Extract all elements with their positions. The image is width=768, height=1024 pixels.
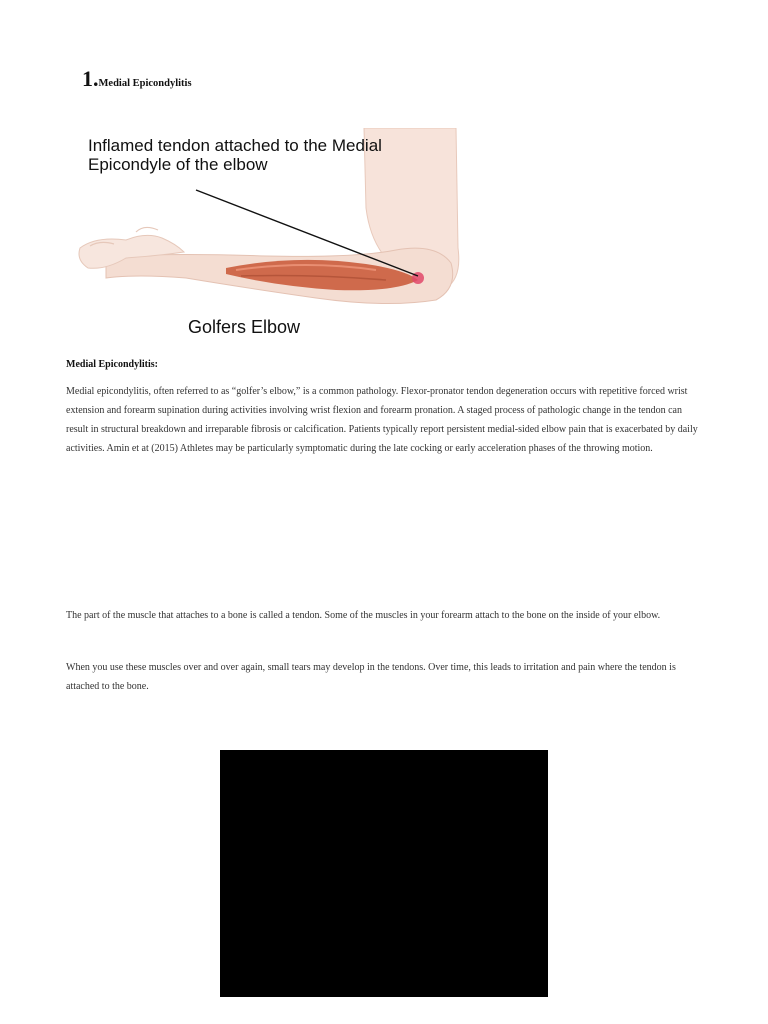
black-image-placeholder [220, 750, 548, 997]
figure-caption-top: Inflamed tendon attached to the Medial Epicondyle of the elbow [88, 136, 382, 174]
paragraph-tendon: The part of the muscle that attaches to a bone is called a tendon. Some of the muscles in your forearm attach to the bone on the inside of your elbow. [66, 610, 661, 621]
section-heading [82, 66, 192, 92]
heading-number: 1. [82, 66, 99, 91]
paragraph-definition: Medial epicondylitis, often referred to as “golfer’s elbow,” is a common pathology. Flexor-pronator tendon degeneration occurs with repetitive forced wrist extension and forearm supination during activities involving wrist flexion and forearm pronation. A staged process of pathologic change in the tendon can result in structural breakdown and irreparable fibrosis or calcification. Patients typically report persistent medial-sided elbow pain that is exacerbated by daily activities. Amin et at (2015) Athletes may be particularly symptomatic during the late cocking or early acceleration phases of the throwing motion. [66, 386, 698, 454]
figure-caption-bottom: Golfers Elbow [188, 317, 301, 337]
heading-title: Medial Epicondylitis [98, 78, 192, 89]
subheading: Medial Epicondylitis: [66, 359, 158, 370]
paragraph-overuse: When you use these muscles over and over again, small tears may develop in the tendons. Over time, this leads to irritation and pain where the tendon is attached to the bone. [66, 662, 676, 692]
